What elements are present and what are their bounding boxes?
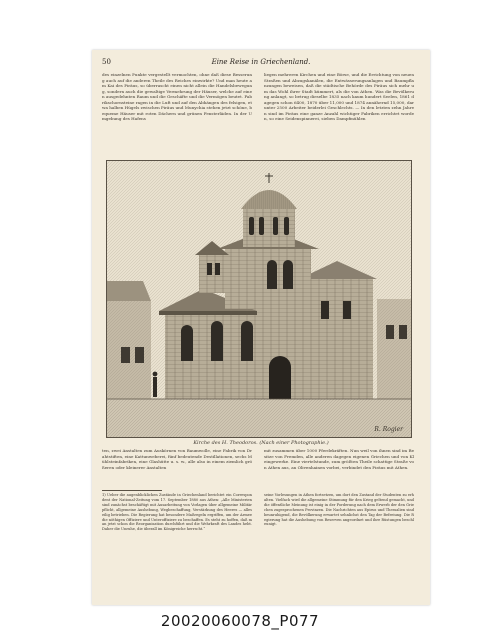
text-column-bottom-left: ten, zwei Anstalten zum Auskörnen von Baumwolle, eine Fabrik von Drahtstiften, eine Kattunweberei, fünf bedeutende Destillationen, sechs Mühlsteinfabriken, eine Glashütte u. s. w., alle also in einem ziemlich größeren oder kleinerer Anstalten bbox=[102, 448, 252, 470]
archive-identifier: 20020060078_P077 bbox=[160, 612, 320, 630]
church-engraving-drawing bbox=[107, 161, 411, 437]
text-column-bottom-right: mit zusammen über 1000 Pferdekräften. Nun weil von ihnen sind im Besitze von Fremden, alle anderen dagegen eigenen Griechen und von Kleingewerke. Eine viertelstunde, zum größten Theile schattige Straße von Athen aus, an Olivenhainen vorbei, verbindet den Piräus mit Athen. bbox=[264, 448, 414, 470]
footnote-column-left: 1) Ueber die augenblicklichen Zustände in Griechenland berichtet ein Correspondent der National-Zeitung vom 17. September 1880 aus Athen: „Alle Ministerien sind zunächst beschäftigt mit Ausarbeitung von Vorlagen über allgemeine Militärpflicht, allgemeine Aushebung, Wegbeschaffung, Verstärkung des Heeres — alles eilig betrieben. Die Regierung hat besondere Maßregeln ergriffen, um der Armee die nöthigen Offiziere und Unteroffiziere zu beschaffen. Es steht zu hoffen, daß man jetzt schon die Reorganisation durchführt und die Wehrkraft des Landes hebt. Daher die Unruhe, die überall im Königreiche herrscht.“ bbox=[102, 493, 252, 532]
magazine-page bbox=[92, 50, 430, 605]
running-title: Eine Reise in Griechenland. bbox=[211, 58, 311, 66]
page-number: 50 bbox=[102, 58, 111, 66]
text-column-top-left: des einzelnen Punkte vergestellt vermochten, ohne daß diese Besserung auch auf die anderen Theile des Reiches einwirkte? Und man heute am Kai des Piräus, so überrascht einen nicht allein die Handelsbewegung, sondern auch die gewaltige Vermehrung der Häuser, welche auf einen ausgedehnten Raum und die Geschäfte und die Vermögen beutet. Fabrikschornsteine ragen in die Luft und auf den Abhängen des felsigen, etwa halben Hügels zwischen Piräus und Munychia stehen jetzt schöne, bequeme Häuser mit roten Dächern und grünen Fensterläden. In der Umgebung des Hafens bbox=[102, 72, 252, 122]
footnote-column-right: seine Vorlesungen in Athen fortsetzen, um dort den Zustand der Studenten zu erhalten. Vielfach wird die allgemeine Stimmung für den Krieg geltend gemacht, und die öffentliche Meinung ist einig in der Forderung nach dem Erwerb der den Griechen zugesprochenen Provinzen. Die Nachrichten aus Epirus und Thessalien sind beunruhigend, die Bevölkerung erwartet sehnlichst den Tag der Befreiung. Die Regierung hat die Aushebung von Reserven angeordnet und ihre Rüstungen beschleunigt. bbox=[264, 493, 414, 527]
illustration-caption: Kirche des H. Theodoros. (Nach einer Photographie.) bbox=[193, 440, 329, 446]
text-column-top-right: liegen mehreren Kirchen und eine Börse, und die Errichtung von neuen Straßen und Abzugskanälen, die Entwässerungsanlagen und Baumpflanzungen beweisen, daß die städtische Behörde des Piräus sich mehr um das Wohl ihrer Stadt kümmert, als die von Athen. Was die Bevölkerung anlangt, so betrug dieselbe 1835 nach kaum hundert Seelen, 1861 dagegen schon 6400, 1870 über 11,000 und 1874 annähernd 15,000, darunter 2500 Arbeiter beiderlei Geschlechts. — In den letzten zehn Jahren sind im Piräus eine ganze Anzahl wichtiger Fabriken errichtet worden, so eine Seidenspinnerei, sieben Dampfmühlen bbox=[264, 72, 414, 122]
page-header bbox=[102, 58, 420, 70]
footnote-rule bbox=[102, 490, 162, 491]
church-engraving bbox=[106, 160, 412, 438]
artist-signature: R. Rogier bbox=[374, 426, 403, 433]
